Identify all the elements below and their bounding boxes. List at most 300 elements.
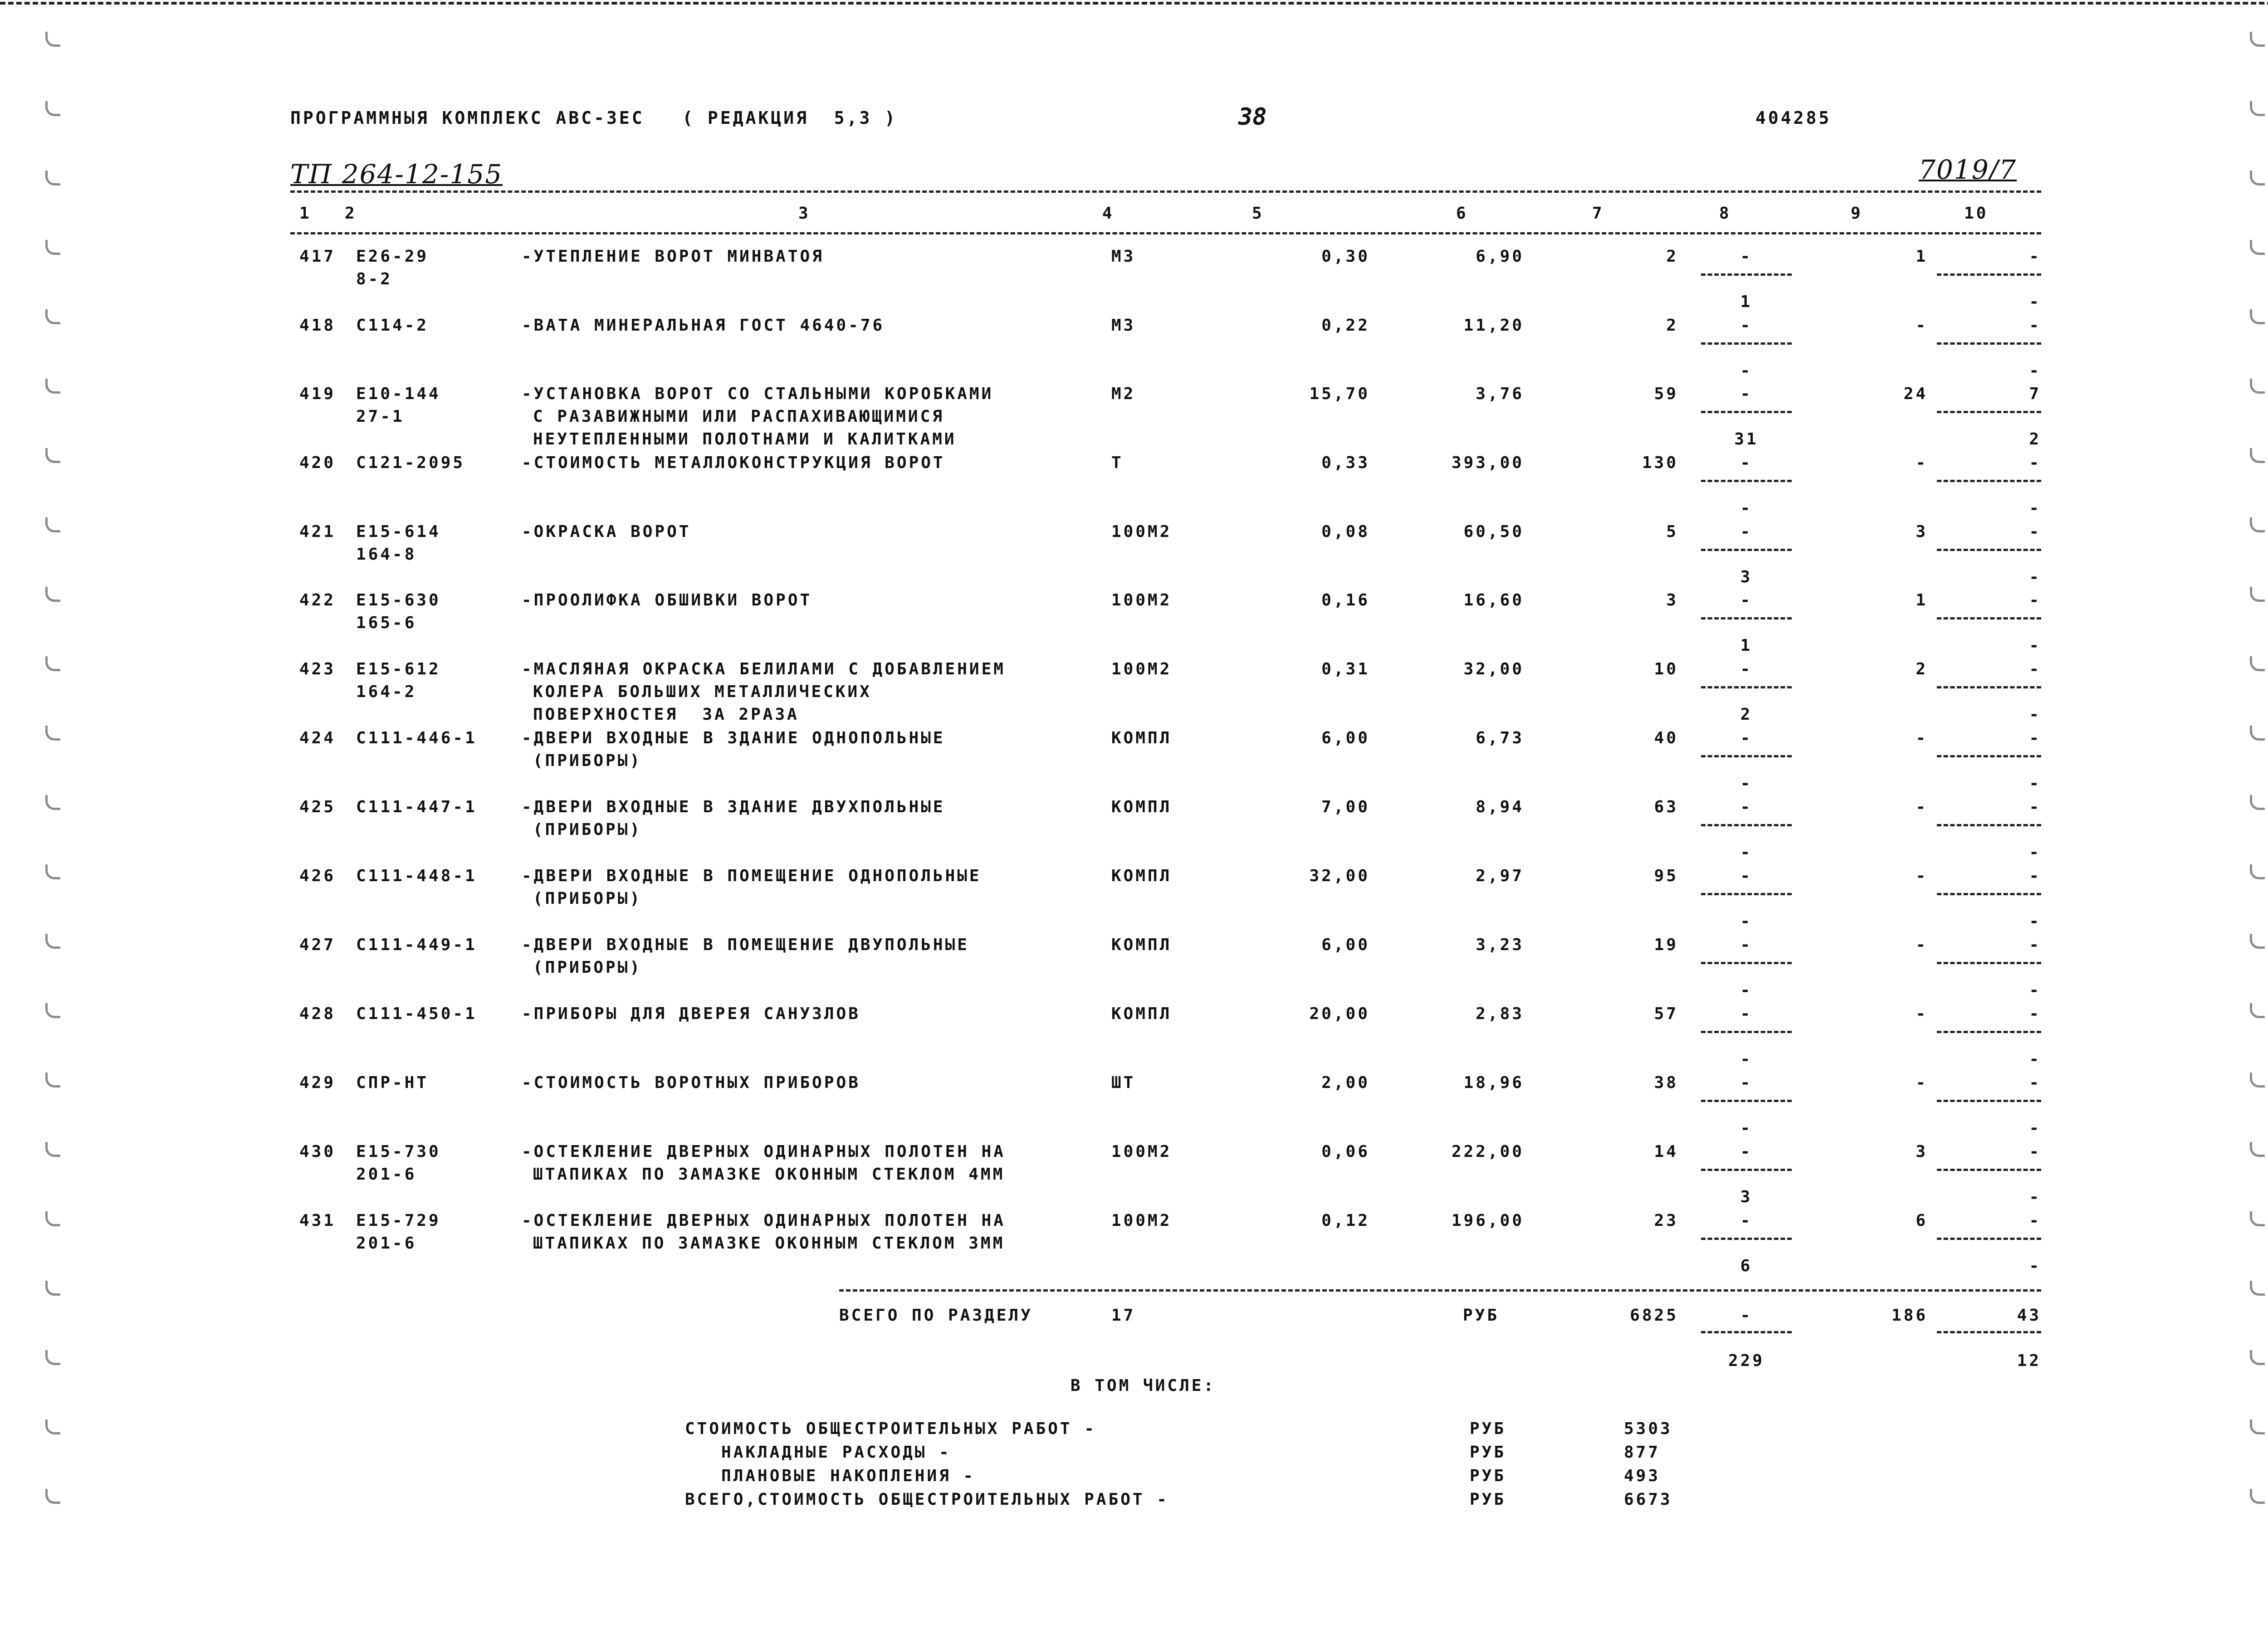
col8-upper: -	[1740, 1142, 1753, 1161]
col10-fraction-rule	[1937, 342, 2041, 345]
rate-code: Е15-729	[356, 1211, 441, 1230]
row-number: 423	[299, 660, 336, 678]
feed-hole	[45, 656, 60, 671]
feed-hole	[45, 379, 60, 394]
work-description: -ДВЕРИ ВХОДНЫЕ В ПОМЕЩЕНИЕ ДВУПОЛЬНЫЕ	[522, 936, 969, 954]
rate-code: С111-448-1	[356, 867, 477, 885]
quantity: 15,70	[1309, 385, 1370, 403]
unit: ШТ	[1111, 1073, 1136, 1092]
col8-fraction-rule	[1701, 755, 1792, 757]
feed-hole	[2250, 864, 2265, 879]
col10-lower: -	[2029, 361, 2041, 380]
col10-upper: -	[2029, 591, 2041, 610]
quantity: 0,08	[1321, 522, 1370, 541]
rate-code: Е26-29	[356, 247, 429, 266]
col9: -	[1916, 798, 1928, 816]
col8-fraction-rule	[1701, 824, 1792, 826]
col9: 3	[1916, 522, 1928, 541]
work-description: С РАЗАВИЖНЫМИ ИЛИ РАСПАХИВАЮЩИМИСЯ	[533, 407, 944, 426]
feed-hole	[45, 240, 60, 255]
summary-label: ВСЕГО,СТОИМОСТЬ ОБЩЕСТРОИТЕЛЬНЫХ РАБОТ -	[685, 1490, 1169, 1509]
work-description: -УТЕПЛЕНИЕ ВОРОТ МИНВАТОЯ	[522, 247, 824, 266]
tractor-holes-left	[45, 0, 73, 1634]
feed-hole	[2250, 726, 2265, 741]
rate-code: С114-2	[356, 316, 429, 335]
feed-hole	[45, 309, 60, 324]
total-cost: 2	[1666, 316, 1678, 335]
col8-fraction-rule	[1701, 1169, 1792, 1171]
col8-fraction-rule	[1701, 1100, 1792, 1102]
row-number: 417	[299, 247, 336, 266]
work-description: -УСТАНОВКА ВОРОТ СО СТАЛЬНЫМИ КОРОБКАМИ	[522, 385, 994, 403]
feed-hole	[2250, 379, 2265, 394]
unit: КОМПЛ	[1111, 867, 1172, 885]
work-description: НЕУТЕПЛЕННЫМИ ПОЛОТНАМИ И КАЛИТКАМИ	[533, 430, 957, 449]
feed-hole	[2250, 309, 2265, 324]
col8-upper: -	[1740, 660, 1753, 678]
feed-hole	[45, 1073, 60, 1088]
rate-code: СПР-НТ	[356, 1073, 429, 1092]
col10-fraction-rule	[1937, 1238, 2041, 1240]
unit: КОМПЛ	[1111, 936, 1172, 954]
col10-lower: -	[2029, 293, 2041, 311]
quantity: 0,12	[1321, 1211, 1370, 1230]
unit: КОМПЛ	[1111, 798, 1172, 816]
rate-code: С121-2095	[356, 454, 465, 472]
summary-label: ПЛАНОВЫЕ НАКОПЛЕНИЯ -	[685, 1467, 976, 1485]
column-number-2: 2	[345, 204, 357, 223]
col10-fraction-rule	[1937, 411, 2041, 413]
col9: 1	[1916, 591, 1928, 610]
col10-upper: -	[2029, 660, 2041, 678]
col10-fraction-rule	[1937, 893, 2041, 895]
col9: -	[1916, 936, 1928, 954]
unit-price: 6,73	[1476, 729, 1524, 747]
column-number-4: 4	[1102, 204, 1114, 223]
rate-code: Е15-612	[356, 660, 441, 678]
section-total-col9: 186	[1891, 1306, 1928, 1325]
unit-price: 3,76	[1476, 385, 1524, 403]
feed-hole	[45, 101, 60, 116]
feed-hole	[45, 1489, 60, 1504]
col10-upper: 7	[2029, 385, 2041, 403]
unit-price: 196,00	[1451, 1211, 1524, 1230]
col10-lower: -	[2029, 1050, 2041, 1068]
col9: 1	[1916, 247, 1928, 266]
section-total-col10: 43	[2017, 1306, 2041, 1325]
col8-lower: -	[1740, 361, 1753, 380]
feed-hole	[2250, 795, 2265, 810]
col8-fraction-rule	[1701, 480, 1792, 482]
col8-lower: -	[1740, 1050, 1753, 1068]
col8-lower: 1	[1740, 636, 1753, 655]
col8-fraction-rule	[1701, 617, 1792, 619]
feed-hole	[45, 1211, 60, 1226]
col9: -	[1916, 1005, 1928, 1023]
feed-hole	[45, 864, 60, 879]
rate-code: С111-449-1	[356, 936, 477, 954]
col8-lower: -	[1740, 843, 1753, 862]
rate-code: 201-6	[356, 1165, 417, 1184]
total-cost: 10	[1654, 660, 1678, 678]
col8-fraction-rule	[1701, 273, 1792, 276]
col9: 24	[1903, 385, 1928, 403]
feed-hole	[45, 32, 60, 47]
unit-price: 18,96	[1463, 1073, 1524, 1092]
paper-top-edge	[0, 2, 2268, 5]
col8-lower: -	[1740, 981, 1753, 1000]
total-cost: 38	[1654, 1073, 1678, 1092]
col8-upper: -	[1740, 729, 1753, 747]
total-cost: 130	[1642, 454, 1678, 472]
col10-fraction-rule	[1937, 1031, 2041, 1033]
col10-lower: -	[2029, 568, 2041, 586]
col8-lower: -	[1740, 774, 1753, 793]
col10-lower: -	[2029, 1257, 2041, 1275]
feed-hole	[2250, 517, 2265, 532]
section-total-col10-lower: 12	[2017, 1351, 2041, 1370]
feed-hole	[2250, 171, 2265, 185]
feed-hole	[2250, 240, 2265, 255]
row-number: 424	[299, 729, 336, 747]
col9: 6	[1916, 1211, 1928, 1230]
summary-currency: РУБ	[1470, 1419, 1506, 1438]
rate-code: С111-450-1	[356, 1005, 477, 1023]
col10-upper: -	[2029, 1142, 2041, 1161]
col8-fraction-rule	[1701, 1031, 1792, 1033]
work-description: -ОСТЕКЛЕНИЕ ДВЕРНЫХ ОДИНАРНЫХ ПОЛОТЕН НА	[522, 1142, 1006, 1161]
total-cost: 63	[1654, 798, 1678, 816]
col10-upper: -	[2029, 729, 2041, 747]
feed-hole	[2250, 1073, 2265, 1088]
feed-hole	[2250, 934, 2265, 949]
feed-hole	[2250, 587, 2265, 602]
row-number: 431	[299, 1211, 336, 1230]
quantity: 0,33	[1321, 454, 1370, 472]
unit: КОМПЛ	[1111, 729, 1172, 747]
col8-fraction-rule	[1701, 962, 1792, 964]
including-label: В ТОМ ЧИСЛЕ:	[1070, 1376, 1216, 1395]
col10-lower: -	[2029, 843, 2041, 862]
unit-price: 222,00	[1451, 1142, 1524, 1161]
column-number-9: 9	[1851, 204, 1863, 223]
column-number-3: 3	[798, 204, 811, 223]
unit: М2	[1111, 385, 1136, 403]
col8-upper: -	[1740, 936, 1753, 954]
col9: 2	[1916, 660, 1928, 678]
col9: -	[1916, 867, 1928, 885]
col9: -	[1916, 316, 1928, 335]
rate-code: 164-2	[356, 683, 417, 701]
quantity: 32,00	[1309, 867, 1370, 885]
col8-upper: -	[1740, 591, 1753, 610]
col10-fraction-rule	[1937, 1100, 2041, 1102]
work-description: ШТАПИКАХ ПО ЗАМАЗКЕ ОКОННЫМ СТЕКЛОМ 4ММ	[533, 1165, 1005, 1184]
summary-currency: РУБ	[1470, 1443, 1506, 1462]
work-description: -ДВЕРИ ВХОДНЫЕ В ЗДАНИЕ ДВУХПОЛЬНЫЕ	[522, 798, 945, 816]
rate-code: 164-8	[356, 545, 417, 564]
col10-fraction-rule	[1937, 1169, 2041, 1171]
rate-code: Е15-730	[356, 1142, 441, 1161]
summary-currency: РУБ	[1470, 1467, 1506, 1485]
unit-price: 2,83	[1476, 1005, 1524, 1023]
work-description: (ПРИБОРЫ)	[533, 820, 642, 839]
feed-hole	[45, 587, 60, 602]
work-description: (ПРИБОРЫ)	[533, 958, 642, 977]
col8-fraction-rule	[1701, 549, 1792, 551]
col10-fraction-rule	[1937, 824, 2041, 826]
total-cost: 23	[1654, 1211, 1678, 1230]
unit: 100М2	[1111, 1142, 1172, 1161]
rate-code: Е15-630	[356, 591, 441, 610]
feed-hole	[2250, 656, 2265, 671]
header-rule-bottom	[290, 232, 2041, 234]
unit: 100М2	[1111, 660, 1172, 678]
section-total-col10-rule	[1937, 1331, 2041, 1333]
feed-hole	[45, 171, 60, 185]
col10-fraction-rule	[1937, 962, 2041, 964]
col10-fraction-rule	[1937, 617, 2041, 619]
unit: М3	[1111, 247, 1136, 266]
column-number-8: 8	[1719, 204, 1731, 223]
col8-lower: 2	[1740, 705, 1753, 724]
col10-upper: -	[2029, 316, 2041, 335]
work-description: (ПРИБОРЫ)	[533, 751, 642, 770]
unit-price: 2,97	[1476, 867, 1524, 885]
col10-upper: -	[2029, 247, 2041, 266]
col8-fraction-rule	[1701, 411, 1792, 413]
work-description: -ДВЕРИ ВХОДНЫЕ В ЗДАНИЕ ОДНОПОЛЬНЫЕ	[522, 729, 945, 747]
feed-hole	[45, 795, 60, 810]
unit: Т	[1111, 454, 1124, 472]
rate-code: С111-447-1	[356, 798, 477, 816]
summary-label: НАКЛАДНЫЕ РАСХОДЫ -	[685, 1443, 951, 1462]
col8-upper: -	[1740, 1073, 1753, 1092]
row-number: 430	[299, 1142, 336, 1161]
work-description: -СТОИМОСТЬ МЕТАЛЛОКОНСТРУКЦИЯ ВОРОТ	[522, 454, 945, 472]
col10-lower: -	[2029, 1188, 2041, 1206]
quantity: 0,31	[1321, 660, 1370, 678]
quantity: 6,00	[1321, 936, 1370, 954]
feed-hole	[45, 934, 60, 949]
feed-hole	[2250, 1142, 2265, 1157]
col10-fraction-rule	[1937, 273, 2041, 276]
quantity: 0,16	[1321, 591, 1370, 610]
col10-lower: 2	[2029, 430, 2041, 449]
col8-fraction-rule	[1701, 686, 1792, 688]
column-number-7: 7	[1592, 204, 1604, 223]
col8-upper: -	[1740, 385, 1753, 403]
feed-hole	[2250, 1281, 2265, 1296]
feed-hole	[2250, 1419, 2265, 1434]
feed-hole	[2250, 101, 2265, 116]
row-number: 421	[299, 522, 336, 541]
section-total-count: 17	[1111, 1306, 1136, 1325]
rate-code: Е15-614	[356, 522, 441, 541]
quantity: 0,06	[1321, 1142, 1370, 1161]
col10-fraction-rule	[1937, 686, 2041, 688]
feed-hole	[2250, 1003, 2265, 1018]
column-number-10: 10	[1964, 204, 1989, 223]
section-total-col8-lower: 229	[1728, 1351, 1765, 1370]
col9: -	[1916, 1073, 1928, 1092]
page-number: 38	[1238, 103, 1267, 131]
unit-price: 11,20	[1463, 316, 1524, 335]
work-description: -ПРООЛИФКА ОБШИВКИ ВОРОТ	[522, 591, 812, 610]
col10-fraction-rule	[1937, 755, 2041, 757]
rate-code: Е10-144	[356, 385, 441, 403]
quantity: 2,00	[1321, 1073, 1370, 1092]
col8-fraction-rule	[1701, 893, 1792, 895]
col10-upper: -	[2029, 798, 2041, 816]
feed-hole	[2250, 1489, 2265, 1504]
total-cost: 19	[1654, 936, 1678, 954]
document-code: 404285	[1755, 108, 1832, 128]
rate-code: С111-446-1	[356, 729, 477, 747]
col10-lower: -	[2029, 912, 2041, 931]
col10-fraction-rule	[1937, 480, 2041, 482]
feed-hole	[45, 448, 60, 463]
rate-code: 165-6	[356, 614, 417, 632]
total-cost: 5	[1666, 522, 1678, 541]
unit-price: 60,50	[1463, 522, 1524, 541]
unit: КОМПЛ	[1111, 1005, 1172, 1023]
project-number-handwritten: ТП 264-12-155	[290, 159, 503, 190]
work-description: -ОСТЕКЛЕНИЕ ДВЕРНЫХ ОДИНАРНЫХ ПОЛОТЕН НА	[522, 1211, 1006, 1230]
col8-upper: -	[1740, 1211, 1753, 1230]
work-description: -ДВЕРИ ВХОДНЫЕ В ПОМЕЩЕНИЕ ОДНОПОЛЬНЫЕ	[522, 867, 982, 885]
col8-lower: -	[1740, 912, 1753, 931]
summary-value: 6673	[1624, 1490, 1672, 1509]
unit: 100М2	[1111, 1211, 1172, 1230]
feed-hole	[2250, 1211, 2265, 1226]
col10-lower: -	[2029, 705, 2041, 724]
col8-lower: 6	[1740, 1257, 1753, 1275]
header-rule-top	[290, 190, 2041, 193]
feed-hole	[45, 1419, 60, 1434]
col8-lower: 3	[1740, 568, 1753, 586]
unit-price: 393,00	[1451, 454, 1524, 472]
col8-upper: -	[1740, 316, 1753, 335]
total-cost: 3	[1666, 591, 1678, 610]
work-description: -ПРИБОРЫ ДЛЯ ДВЕРЕЯ САНУЗЛОВ	[522, 1005, 860, 1023]
col10-upper: -	[2029, 454, 2041, 472]
rate-code: 201-6	[356, 1234, 417, 1253]
total-cost: 59	[1654, 385, 1678, 403]
feed-hole	[45, 726, 60, 741]
total-cost: 57	[1654, 1005, 1678, 1023]
rate-code: 8-2	[356, 270, 393, 288]
col8-lower: 31	[1734, 430, 1759, 449]
row-number: 427	[299, 936, 336, 954]
col10-lower: -	[2029, 1119, 2041, 1137]
col8-upper: -	[1740, 247, 1753, 266]
quantity: 6,00	[1321, 729, 1370, 747]
work-description: -ОКРАСКА ВОРОТ	[522, 522, 691, 541]
tractor-holes-right	[2250, 0, 2268, 1634]
unit-price: 6,90	[1476, 247, 1524, 266]
work-description: ПОВЕРХНОСТЕЯ ЗА 2РАЗА	[533, 705, 799, 724]
column-number-5: 5	[1252, 204, 1264, 223]
unit-price: 32,00	[1463, 660, 1524, 678]
section-total-amount: 6825	[1630, 1306, 1678, 1325]
section-total-label: ВСЕГО ПО РАЗДЕЛУ	[839, 1306, 1033, 1325]
col8-lower: 3	[1740, 1188, 1753, 1206]
feed-hole	[45, 1142, 60, 1157]
quantity: 20,00	[1309, 1005, 1370, 1023]
col9: -	[1916, 729, 1928, 747]
col10-lower: -	[2029, 636, 2041, 655]
total-rule	[839, 1289, 2041, 1292]
summary-value: 877	[1624, 1443, 1661, 1462]
feed-hole	[2250, 448, 2265, 463]
col10-lower: -	[2029, 499, 2041, 517]
work-description: ШТАПИКАХ ПО ЗАМАЗКЕ ОКОННЫМ СТЕКЛОМ 3ММ	[533, 1234, 1005, 1253]
col8-lower: 1	[1740, 293, 1753, 311]
column-number-1: 1	[299, 204, 312, 223]
col8-fraction-rule	[1701, 1238, 1792, 1240]
col8-lower: -	[1740, 1119, 1753, 1137]
feed-hole	[45, 1350, 60, 1365]
col10-fraction-rule	[1937, 549, 2041, 551]
row-number: 422	[299, 591, 336, 610]
col8-lower: -	[1740, 499, 1753, 517]
row-number: 426	[299, 867, 336, 885]
sheet-number-handwritten: 7019/7	[1919, 154, 2017, 185]
total-cost: 2	[1666, 247, 1678, 266]
col10-upper: -	[2029, 867, 2041, 885]
quantity: 7,00	[1321, 798, 1370, 816]
unit-price: 3,23	[1476, 936, 1524, 954]
col10-lower: -	[2029, 981, 2041, 1000]
row-number: 429	[299, 1073, 336, 1092]
row-number: 420	[299, 454, 336, 472]
col10-upper: -	[2029, 522, 2041, 541]
col8-upper: -	[1740, 867, 1753, 885]
section-total-currency: РУБ	[1462, 1306, 1500, 1325]
work-description: КОЛЕРА БОЛЬШИХ МЕТАЛЛИЧЕСКИХ	[533, 683, 872, 701]
summary-value: 493	[1624, 1467, 1661, 1485]
col8-fraction-rule	[1701, 342, 1792, 345]
col10-upper: -	[2029, 1073, 2041, 1092]
work-description: (ПРИБОРЫ)	[533, 889, 642, 908]
row-number: 419	[299, 385, 336, 403]
program-title: ПРОГРАММНЫЯ КОМПЛЕКС АВС-3ЕС ( РЕДАКЦИЯ 5,3 )	[290, 108, 898, 128]
rate-code: 27-1	[356, 407, 405, 426]
row-number: 425	[299, 798, 336, 816]
col10-lower: -	[2029, 774, 2041, 793]
section-total-col8-rule	[1701, 1331, 1792, 1333]
total-cost: 95	[1654, 867, 1678, 885]
col10-upper: -	[2029, 936, 2041, 954]
section-total-col8: -	[1740, 1306, 1753, 1325]
work-description: -СТОИМОСТЬ ВОРОТНЫХ ПРИБОРОВ	[522, 1073, 860, 1092]
unit-price: 8,94	[1476, 798, 1524, 816]
unit: М3	[1111, 316, 1136, 335]
total-cost: 14	[1654, 1142, 1678, 1161]
summary-label: СТОИМОСТЬ ОБЩЕСТРОИТЕЛЬНЫХ РАБОТ -	[685, 1419, 1096, 1438]
quantity: 0,30	[1321, 247, 1370, 266]
col8-upper: -	[1740, 1005, 1753, 1023]
col8-upper: -	[1740, 522, 1753, 541]
col10-upper: -	[2029, 1005, 2041, 1023]
feed-hole	[2250, 1350, 2265, 1365]
row-number: 418	[299, 316, 336, 335]
unit: 100М2	[1111, 522, 1172, 541]
quantity: 0,22	[1321, 316, 1370, 335]
col9: 3	[1916, 1142, 1928, 1161]
feed-hole	[45, 1281, 60, 1296]
